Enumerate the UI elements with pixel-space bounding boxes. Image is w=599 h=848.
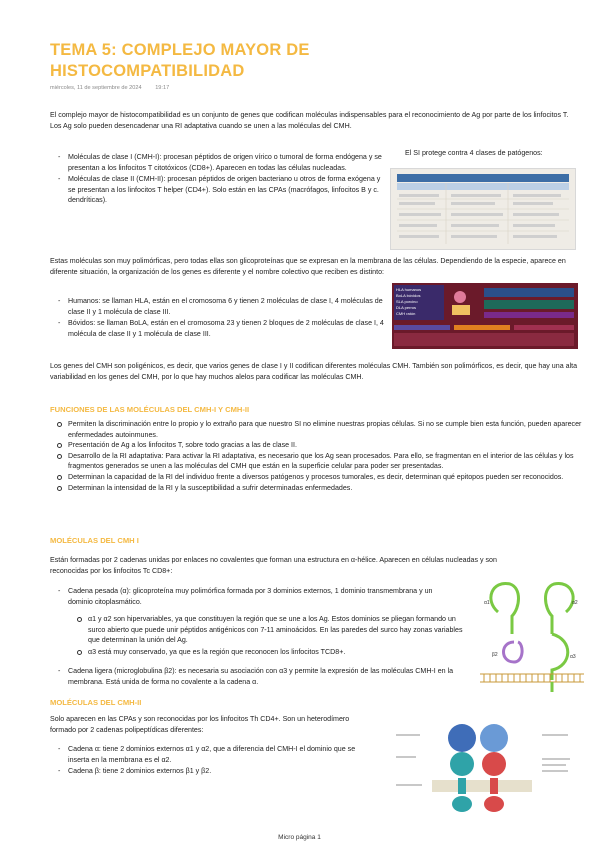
mhc2-structure-graphic <box>392 716 578 820</box>
date: miércoles, 11 de septiembre de 2024 <box>50 85 142 91</box>
alpha2-domain <box>546 583 574 634</box>
domain-label: α3 <box>570 654 576 660</box>
list-item: - Moléculas de clase II (CMH-II): procesan péptidos de origen bacteriano u otros de forma exógena y se presentan a los linfocitos T helper (CD4+). Solo están en las CPAs (macrófagos, linfocitos B y c. dendríticas). <box>68 174 388 206</box>
cmh2-intro: Solo aparecen en las CPAs y son reconocidas por los linfocitos Th CD4+. Son un heterodímero formado por 2 cadenas polipeptídicas diferentes: <box>50 715 350 734</box>
page-footer: Micro página 1 <box>278 834 321 841</box>
domain-label: α1 <box>484 600 490 606</box>
alpha1-domain <box>491 583 519 634</box>
alpha1-domain <box>448 724 476 752</box>
cmh1-heavy-list <box>68 586 458 607</box>
mhc2-structure-figure <box>392 716 578 820</box>
cmh1-light-list <box>68 666 463 687</box>
list-item: α3 está muy conservado, ya que es la región que reconocen los linfocitos TCD8+. <box>88 647 463 658</box>
species-label: HLA humanos <box>396 287 422 292</box>
list-item: Permiten la discriminación entre lo propio y lo extraño para que nuestro SI no elimine nuestras propias células. Si no se cumple bien esta función, pueden aparecer enfermedades autoinmunes. <box>68 420 582 439</box>
cmh1-heading: MOLÉCULAS DEL CMH I <box>50 536 139 545</box>
alpha2-domain <box>450 752 474 776</box>
list-item: - Humanos: se llaman HLA, están en el cromosoma 6 y tienen 2 moléculas de clase I, 4 moléculas de clase II y 1 molécula de clase III. <box>68 296 388 317</box>
list-item: Presentación de Ag a los linfocitos T, sobre todo gracias a las de clase II. <box>68 440 583 451</box>
cow-icon <box>452 305 470 315</box>
beta2-microglobulin <box>504 642 523 662</box>
time: 19:17 <box>155 85 170 91</box>
polymorphic-paragraph: Estas moléculas son muy polimórficas, pero todas ellas son glicoproteínas que se expresan en la membrana de las células. Dependiendo de la especie, aparece en diferente situación, la organización de los genes es diferente y el nombre colectivo que reciben es distinto: <box>50 257 566 276</box>
cell-membrane <box>432 780 532 792</box>
list-item: Determinan la intensidad de la RI y la susceptibilidad a sufrir determinadas enfermedades. <box>68 483 583 494</box>
cmh2-heading: MOLÉCULAS DEL CMH-II <box>50 698 142 707</box>
page-title: TEMA 5: COMPLEJO MAYOR DE HISTOCOMPATIBILIDAD <box>50 41 310 80</box>
human-icon <box>454 291 466 303</box>
cell-membrane <box>480 674 584 682</box>
domain-label: α2 <box>572 600 578 606</box>
list-item: - Bóvidos: se llaman BoLA, están en el cromosoma 23 y tienen 2 bloques de 2 moléculas de clase I, 4 molécula de clase II y 1 molécula de clase III. <box>68 318 388 339</box>
list-item: Determinan la capacidad de la RI del individuo frente a diversos patógenos y procesos tumorales, es decir, determinan qué epitopos pueden ser reconocidos. <box>68 472 583 483</box>
functions-list <box>68 419 583 493</box>
list-item: - Moléculas de clase I (CMH-I): procesan péptidos de origen vírico o tumoral de forma endógena y se presentan a los linfocitos T citotóxicos (CD8+). Aparecen en todas las células nucleadas. <box>68 152 388 173</box>
list-item: α1 y α2 son hipervariables, ya que constituyen la región que se une a los Ag. Estos dominios se pliegan formando un surco abierto que puede unir péptidos antigénicos con 7-11 aminoácidos. En las paredes del surco hay zonas variables que determinan la unión del Ag. <box>88 615 463 645</box>
si-caption: El SI protege contra 4 clases de patógenos: <box>405 149 543 157</box>
functions-heading: FUNCIONES DE LAS MOLÉCULAS DEL CMH-I Y CMH-II <box>50 405 250 414</box>
domain-label: β2 <box>492 652 498 658</box>
species-mhc-graphic <box>392 283 578 349</box>
cmh2-chains-list <box>68 744 373 777</box>
alpha3-domain <box>552 634 568 680</box>
cmh1-intro: Están formadas por 2 cadenas unidas por enlaces no covalentes que forman una estructura en α-hélice. Aparecen en células nucleadas y son reconocidas por los linfocitos Tc CD8+: <box>50 556 497 575</box>
intro-paragraph: El complejo mayor de histocompatibilidad es un conjunto de genes que codifican moléculas indispensables para el reconocimiento de Ag por parte de los linfocitos T. Los Ag solo pueden desencadenar una RI adaptativa cuando se unen a las moléculas del CMH. <box>50 111 569 130</box>
beta2-domain <box>482 752 506 776</box>
pathogens-table-image <box>390 168 576 250</box>
mhc1-structure-graphic <box>478 574 586 694</box>
list-item: - Cadena α: tiene 2 dominios externos α1 y α2, que a diferencia del CMH-I el dominio que se inserta en la membrana es el α2. <box>68 744 373 765</box>
species-mhc-figure <box>392 283 578 349</box>
polygenic-paragraph: Los genes del CMH son poligénicos, es decir, que varios genes de clase I y II codifican diferentes moléculas CMH. También son polimórficos, es decir, que hay una alta variabilidad en los genes del CMH, por lo que hay muchos alelos para codificar las moléculas CMH. <box>50 362 578 381</box>
list-item: - Cadena β: tiene 2 dominios externos β1 y β2. <box>68 766 373 777</box>
date-line <box>50 85 181 91</box>
cmh1-domains-list <box>88 614 463 657</box>
list-item: - Cadena ligera (microglobulina β2): es necesaria su asociación con α3 y permite la expresión de las moléculas CMH-I en la membrana. Está unida de forma no covalente a la cadena α. <box>68 666 463 687</box>
list-item: - Cadena pesada (α): glicoproteína muy polimórfica formada por 3 dominios externos, 1 dominio transmembrana y un dominio citoplasmático. <box>68 586 458 607</box>
beta1-domain <box>480 724 508 752</box>
species-label: BoLA bóvidos <box>396 293 421 298</box>
species-label: CMH ratón <box>396 311 416 316</box>
species-label: DLA perros <box>396 305 417 310</box>
species-list <box>68 296 388 339</box>
list-item: Desarrollo de la RI adaptativa: Para activar la RI adaptativa, es necesario que los Ag sean procesados. Para ello, se fragmentan en el interior de las células y los fragmentos generados se unen a las moléculas del CMH que están en la superficie celular para poder ser presentadas. <box>68 451 583 472</box>
classes-list <box>68 152 388 206</box>
species-label: SLA porcino <box>396 299 418 304</box>
mhc1-structure-figure <box>478 574 586 694</box>
pathogens-table-graphic <box>391 169 575 249</box>
